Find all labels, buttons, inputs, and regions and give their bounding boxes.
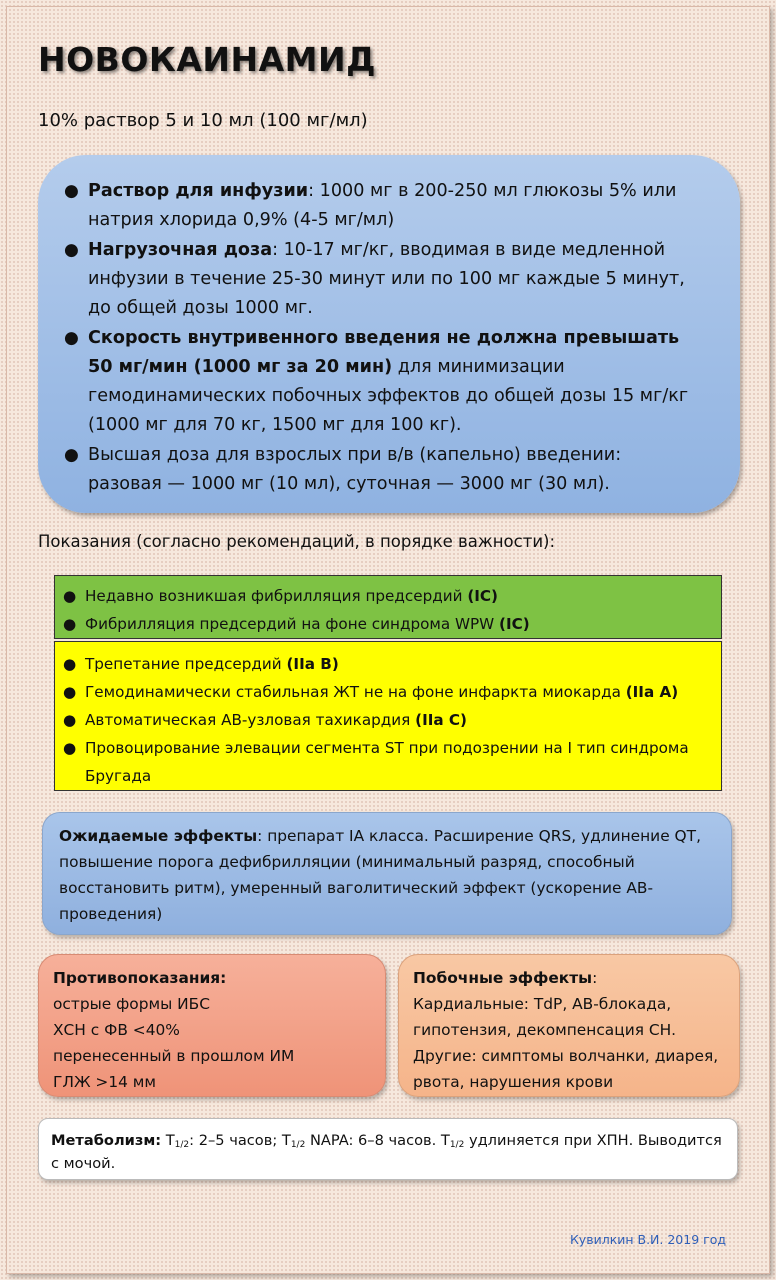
list-item — [63, 706, 711, 734]
metabolism-label: Метаболизм: — [51, 1132, 162, 1149]
bullet-icon: ● — [63, 739, 77, 757]
list-item — [64, 177, 700, 235]
half-life-subscript: 1/2 — [449, 1140, 465, 1150]
bullet-icon: ● — [63, 587, 77, 605]
contraindication-item: ГЛЖ >14 мм — [53, 1073, 157, 1091]
half-life-t: T — [440, 1132, 450, 1149]
dosing-item-label: Раствор для инфузии — [88, 181, 309, 201]
half-life-symbol — [166, 1132, 189, 1149]
list-item — [63, 650, 711, 678]
half-life-symbol — [282, 1132, 305, 1149]
side-effects-box — [398, 954, 740, 1097]
indications-class-iia-box — [54, 641, 722, 791]
side-effect-item: Кардиальные: TdP, АВ-блокада, гипотензия, декомпенсация СН. — [413, 995, 677, 1039]
indications-heading: Показания (согласно рекомендаций, в порядке важности): — [38, 532, 556, 551]
half-life-t: T — [281, 1132, 291, 1149]
dosing-item-text: : 10-17 мг/кг, вводимая в виде медленной инфузии в течение 25-30 минут или по 100 мг каждые 5 минут, до общей дозы 1000 мг. — [88, 240, 685, 318]
expected-effects-label: Ожидаемые эффекты — [59, 827, 258, 845]
dosing-item-text: для минимизации гемодинамических побочных эффектов до общей дозы 15 мг/кг (1000 мг для 70 кг, 1500 мг для 100 кг). — [88, 357, 689, 435]
bullet-icon: ● — [64, 240, 79, 260]
author-credit: Кувилкин В.И. 2019 год — [569, 1232, 726, 1247]
half-life-subscript: 1/2 — [174, 1140, 190, 1150]
indication-text: Недавно возникшая фибрилляция предсердий — [85, 587, 468, 605]
dosing-item-text: : 1000 мг в 200-250 мл глюкозы 5% или натрия хлорида 0,9% (4-5 мг/мл) — [88, 181, 677, 230]
evidence-level: (IIa A) — [625, 683, 679, 701]
page-title: НОВОКАИНАМИД — [38, 40, 377, 79]
half-life-subscript: 1/2 — [290, 1140, 306, 1150]
evidence-level: (IC) — [467, 587, 498, 605]
bullet-icon: ● — [64, 181, 79, 201]
indication-text: Автоматическая АВ-узловая тахикардия — [85, 711, 416, 729]
dosing-box — [38, 155, 740, 513]
dosing-item-label: Нагрузочная доза — [88, 240, 273, 260]
contraindication-item: острые формы ИБС — [53, 995, 210, 1013]
page-subtitle: 10% раствор 5 и 10 мл (100 мг/мл) — [38, 110, 368, 131]
metabolism-text-1: : 2–5 часов; — [189, 1132, 282, 1149]
indication-text: Провоцирование элевации сегмента ST при подозрении на I тип синдрома Бругада — [85, 739, 689, 785]
contraindications-box — [38, 954, 386, 1097]
evidence-level: (IIa C) — [415, 711, 467, 729]
expected-effects-box — [42, 812, 732, 935]
side-effects-colon: : — [592, 969, 598, 987]
bullet-icon: ● — [63, 683, 77, 701]
contraindication-item: ХСН с ФВ <40% — [53, 1021, 180, 1039]
indications-list — [63, 650, 711, 790]
bullet-icon: ● — [63, 711, 77, 729]
expected-effects-text: : препарат IA класса. Расширение QRS, удлинение QT, повышение порога дефибрилляции (минимальный разряд, способный восстановить ритм), умеренный ваголитический эффект (ускорение АВ-проведения) — [59, 827, 701, 923]
indication-text: Гемодинамически стабильная ЖТ не на фоне инфаркта миокарда — [85, 683, 626, 701]
half-life-t: T — [165, 1132, 175, 1149]
indications-class-i-box — [54, 575, 722, 639]
list-item — [63, 734, 711, 790]
bullet-icon: ● — [64, 328, 79, 348]
bullet-icon: ● — [64, 445, 79, 465]
side-effects-label: Побочные эффекты — [413, 969, 593, 987]
metabolism-text-2: NAPA: 6–8 часов. — [305, 1132, 441, 1149]
metabolism-text-3: удлиняется при ХПН. Выводится с мочой. — [51, 1132, 722, 1172]
dosing-item-text: Высшая доза для взрослых при в/в (капельно) введении: разовая — 1000 мг (10 мл), суточная — 3000 мг (30 мл). — [88, 445, 622, 494]
indication-text: Трепетание предсердий — [85, 655, 287, 673]
list-item — [64, 324, 700, 440]
bullet-icon: ● — [63, 655, 77, 673]
dosing-item-label: Скорость внутривенного введения не должна превышать 50 мг/мин (1000 мг за 20 мин) — [88, 328, 680, 377]
evidence-level: (IIa B) — [286, 655, 339, 673]
list-item — [63, 610, 711, 638]
metabolism-box — [38, 1118, 738, 1180]
indications-list — [63, 582, 711, 638]
contraindications-label: Противопоказания: — [53, 969, 227, 987]
dosing-list — [64, 177, 700, 499]
indication-text: Фибрилляция предсердий на фоне синдрома WPW — [85, 615, 500, 633]
side-effect-item: Другие: симптомы волчанки, диарея, рвота, нарушения крови — [413, 1047, 719, 1091]
list-item — [64, 441, 700, 499]
list-item — [63, 678, 711, 706]
bullet-icon: ● — [63, 615, 77, 633]
contraindication-item: перенесенный в прошлом ИМ — [53, 1047, 295, 1065]
evidence-level: (IC) — [499, 615, 530, 633]
list-item — [64, 236, 700, 323]
list-item — [63, 582, 711, 610]
half-life-symbol — [441, 1132, 464, 1149]
